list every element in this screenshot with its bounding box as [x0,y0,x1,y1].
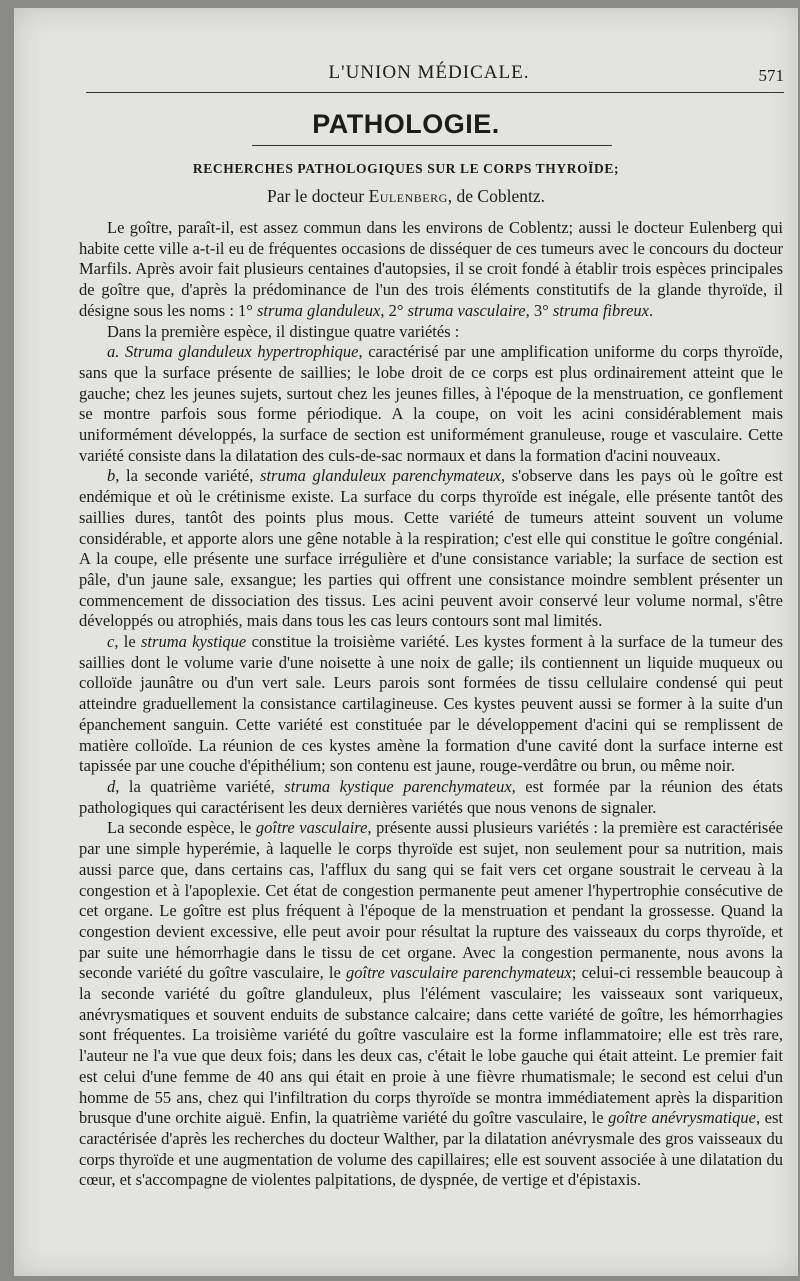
italic-term: struma glanduleux [257,300,381,320]
italic-term: goître anévrysmatique [608,1108,756,1128]
italic-term: struma glanduleux parenchymateux [260,466,501,486]
section-title: PATHOLOGIE. [312,109,500,139]
page-number: 571 [758,66,784,85]
journal-page [14,8,798,1276]
paragraph-intro [79,218,783,322]
article-body [79,218,783,1191]
italic-term: goître vasculaire parenchymateux [346,963,572,983]
italic-term: struma fibreux [552,300,649,320]
text-run: , 2° [380,300,404,320]
italic-term: struma vasculaire [407,300,526,320]
paragraph-varieties: Dans la première espèce, il distingue quatre variétés : [107,321,460,341]
italic-letter: b [107,466,116,486]
italic-term: struma kystique parenchymateux [284,776,512,796]
italic-term: goître vasculaire [255,818,368,838]
paragraph-variety-d [79,777,783,818]
text-run: , est formée par la réunion des états pathologiques qui caractérisent les deux dernières variétés que nous venons de signaler. [79,776,783,817]
text-run: , le [114,632,136,652]
text-run: , la seconde variété, [115,466,254,486]
header-rule [86,92,784,93]
italic-term: a. Struma glanduleux hypertrophique [107,342,359,362]
section-rule [252,145,612,146]
paragraph-variety-a [79,342,783,466]
byline-suffix: , de Coblentz. [447,186,545,206]
italic-letter: c [107,632,115,652]
text-run: constitue la troisième variété. Les kystes forment à la surface de la tumeur des saillies dont le volume varie d'une noisette à une noix de galle; ils contiennent un liquide muqueux ou colloïde jaunâtre ou d'un vert sale. Leurs parois sont formées de tissu cellulaire condensé qui peut atteindre graduellement la consistance cartilagineuse. Ces kystes peuvent aussi se former à la suite d'un épanchement sanguin. Cette variété est constituée par le développement d'acini qui se remplissent de matière colloïde. La réunion de ces kystes amène la formation d'une cavité dont la surface interne est tapissée par une couche d'épithélium; son contenu est jaune, rouge-verdâtre ou brun, ou même noir. [79,632,784,776]
text-run: , 3° [525,300,549,320]
text-run: , s'observe dans les pays où le goître est endémique et où le crétinisme existe. La surface du corps thyroïde est inégale, elle présente tantôt des saillies dures, tantôt des points plus mous. Cette variété de tumeurs atteint souvent un volume considérable, et apporte alors une gêne notable à la respiration; c'est elle qui constitue le goître congénial. A la coupe, elle présente une surface irrégulière et d'une consistance variable; la surface de section est pâle, d'un jaune sale, exsangue; les parties qui offrent une consistance moindre semblent présenter un commencement de dissociation des tissus. Les acini peuvent avoir conservé leur volume normal, s'être développés ou atrophiés, mais dans tous les cas leurs contours sont mal limités. [79,466,784,631]
running-head [74,60,784,90]
text-run: , caractérisé par une amplification uniforme du corps thyroïde, sans que la surface présente de saillies; le lobe droit de ce corps est plus ordinairement atteint que le gauche; chez les jeunes sujets, surtout chez les jeunes filles, à l'époque de la menstruation, ce gonflement se montre parfois sous forme périodique. A la coupe, on voit les acini considérablement mais uniformément développés, la surface de section est uniformément granuleuse, rouge et vasculaire. Cette variété consiste dans la dilatation des culs-de-sac normaux et dans la formation d'acini nouveaux. [79,342,783,465]
text-run: La seconde espèce, le [107,818,252,838]
paragraph-second-species [79,818,783,1191]
paragraph-variety-b [79,466,783,632]
text-run: . [648,300,654,320]
text-run: Le goître, paraît-il, est assez commun dans les environs de Coblentz; aussi le docteur Eulenberg qui habite cette ville a-t-il eu de fréquentes occasions de disséquer de ces tumeurs avec le concours du docteur Marfils. Après avoir fait plusieurs centaines d'autopsies, il se croit fondé à établir trois espèces principales de goître que, d'après la prédominance de l'un des trois éléments constitutifs de la glande thyroïde, il désigne sous les noms : 1° [79,218,783,320]
byline [14,186,798,207]
article-title: RECHERCHES PATHOLOGIQUES SUR LE CORPS THYROÏDE; [192,161,620,176]
text-run: , présente aussi plusieurs variétés : la première est caractérisée par une simple hyperémie, à laquelle le corps thyroïde est sujet, non seulement pour sa nutrition, mais aussi parce que, dans certains cas, l'afflux du sang qui se fait vers cet organe soustrait le cerveau à la congestion et à l'apoplexie. Cet état de congestion permanente peut amener l'hypertrophie consécutive de cet organe. Le goître est plus fréquent à l'époque de la menstruation et pendant la grossesse. Quand la congestion devient excessive, elle peut avoir pour résultat la rupture des vaisseaux du corps thyroïde, et par suite une hémorrhagie dans le tissu de cet organe. Avec la congestion permanente, nous avons la seconde variété du goître vasculaire, le [79,818,783,983]
byline-prefix: Par le docteur [267,186,369,206]
text-run: , la quatrième variété, [115,776,275,796]
journal-title: L'UNION MÉDICALE. [328,62,530,83]
paragraph-variety-c [79,632,783,777]
author-name: Eulenberg [368,186,448,206]
italic-term: struma kystique [141,632,247,652]
text-run: , est caractérisée d'après les recherches du docteur Walther, par la dilatation anévrysmale des gros vaisseaux du corps thyroïde et une augmentation de volume des capillaires; elle est souvent associée à une dilatation du cœur, et s'accompagne de violentes palpitations, de dyspnée, de vertige et d'épistaxis. [79,1108,783,1190]
italic-letter: d [107,776,116,796]
text-run: ; celui-ci ressemble beaucoup à la seconde variété du goître glanduleux, plus l'élément vasculaire; les vaisseaux sont variqueux, anévrysmatiques et souvent enduits de substance calcaire; dans cette variété de goître, les hémorrhagies sont fréquentes. La troisième variété du goître vasculaire est la forme inflammatoire; elle est très rare, l'auteur ne l'a vue que deux fois; dans les deux cas, c'était le lobe gauche qui était atteint. Le premier fait est celui d'une femme de 40 ans qui était en proie à une fièvre rhumatismale; le second est celui d'un homme de 55 ans, chez qui l'infiltration du corps thyroïde se montra immédiatement après la disparition brusque d'une orchite aiguë. Enfin, la quatrième variété du goître vasculaire, le [79,963,783,1128]
